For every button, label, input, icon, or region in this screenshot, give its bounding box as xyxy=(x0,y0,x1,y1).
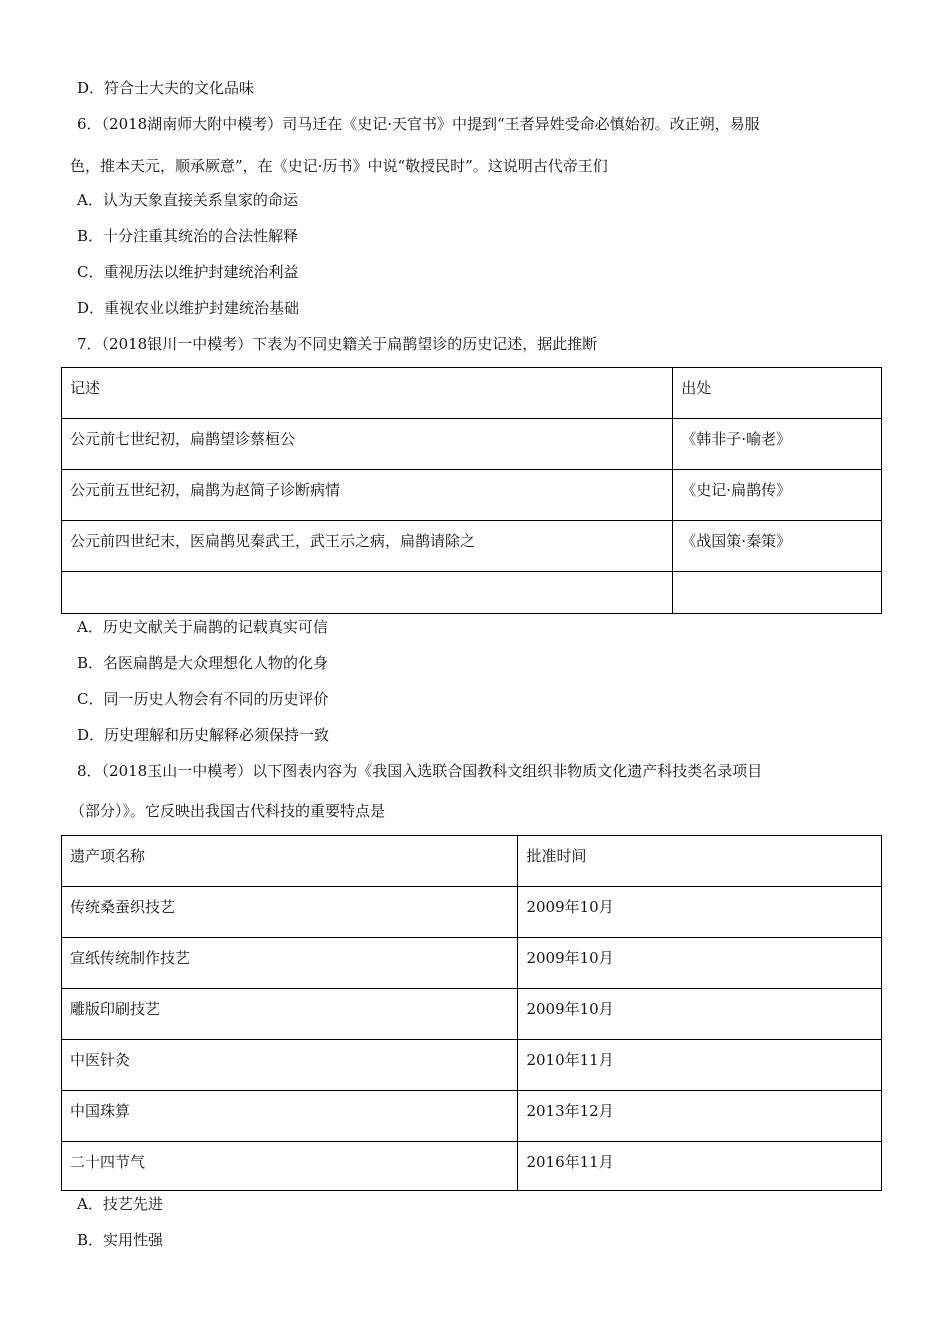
q5-option-d: D．符合士大夫的文化品味 xyxy=(77,79,255,97)
table-cell xyxy=(673,572,882,614)
table-row xyxy=(62,1142,882,1191)
table-row-empty xyxy=(62,572,882,614)
q7-option-a: A．历史文献关于扁鹊的记载真实可信 xyxy=(77,618,328,636)
table-cell: 宣纸传统制作技艺 xyxy=(62,938,518,989)
table-row xyxy=(62,989,882,1040)
q7-stem: 7．（2018银川一中模考）下表为不同史籍关于扁鹊望诊的历史记述，据此推断 xyxy=(77,335,598,353)
table-cell: 《战国策·秦策》 xyxy=(673,521,882,572)
table-row xyxy=(62,887,882,938)
table-header-cell: 出处 xyxy=(673,368,882,419)
table-cell: 雕版印刷技艺 xyxy=(62,989,518,1040)
table-cell: 2016年11月 xyxy=(518,1142,882,1191)
q6-stem-line2: 色，推本天元，顺承厥意”，在《史记·历书》中说“敬授民时”。这说明古代帝王们 xyxy=(70,157,608,175)
table-row xyxy=(62,1091,882,1142)
q7-option-b: B．名医扁鹊是大众理想化人物的化身 xyxy=(77,654,329,672)
table-header-row xyxy=(62,836,882,887)
q8-option-b: B．实用性强 xyxy=(77,1231,164,1249)
table-header-cell: 批准时间 xyxy=(518,836,882,887)
q6-option-a: A．认为天象直接关系皇家的命运 xyxy=(77,191,298,209)
table-header-cell: 记述 xyxy=(62,368,673,419)
table-cell: 公元前五世纪初，扁鹊为赵简子诊断病情 xyxy=(62,470,673,521)
table-cell: 2009年10月 xyxy=(518,989,882,1040)
table-header-row xyxy=(62,368,882,419)
q6-option-d: D．重视农业以维护封建统治基础 xyxy=(77,299,300,317)
q6-option-b: B．十分注重其统治的合法性解释 xyxy=(77,227,299,245)
table-cell: 2013年12月 xyxy=(518,1091,882,1142)
q6-option-c: C．重视历法以维护封建统治利益 xyxy=(77,263,299,281)
q7-option-d: D．历史理解和历史解释必须保持一致 xyxy=(77,726,330,744)
table-cell: 公元前七世纪初，扁鹊望诊蔡桓公 xyxy=(62,419,673,470)
table-cell: 二十四节气 xyxy=(62,1142,518,1191)
table-row xyxy=(62,521,882,572)
table-header-cell: 遗产项名称 xyxy=(62,836,518,887)
q8-table xyxy=(61,835,882,1191)
table-cell: 中医针灸 xyxy=(62,1040,518,1091)
table-cell: 传统桑蚕织技艺 xyxy=(62,887,518,938)
table-cell: 2010年11月 xyxy=(518,1040,882,1091)
table-row xyxy=(62,1040,882,1091)
q8-stem-line1: 8．（2018玉山一中模考）以下图表内容为《我国入选联合国教科文组织非物质文化遗产科技类名录项目 xyxy=(77,762,763,780)
table-cell: 《韩非子·喻老》 xyxy=(673,419,882,470)
q6-stem-line1: 6．（2018湖南师大附中模考）司马迁在《史记·天官书》中提到“王者异姓受命必慎始初。改正朔，易服 xyxy=(77,115,760,133)
table-row xyxy=(62,470,882,521)
table-cell: 2009年10月 xyxy=(518,887,882,938)
table-cell: 公元前四世纪末，医扁鹊见秦武王，武王示之病，扁鹊请除之 xyxy=(62,521,673,572)
table-cell: 2009年10月 xyxy=(518,938,882,989)
table-row xyxy=(62,938,882,989)
q8-stem-line2: （部分）》。它反映出我国古代科技的重要特点是 xyxy=(70,802,386,820)
table-cell xyxy=(62,572,673,614)
table-cell: 中国珠算 xyxy=(62,1091,518,1142)
q7-option-c: C．同一历史人物会有不同的历史评价 xyxy=(77,690,329,708)
table-row xyxy=(62,419,882,470)
table-cell: 《史记·扁鹊传》 xyxy=(673,470,882,521)
q7-table xyxy=(61,367,882,614)
q8-option-a: A．技艺先进 xyxy=(77,1195,163,1213)
